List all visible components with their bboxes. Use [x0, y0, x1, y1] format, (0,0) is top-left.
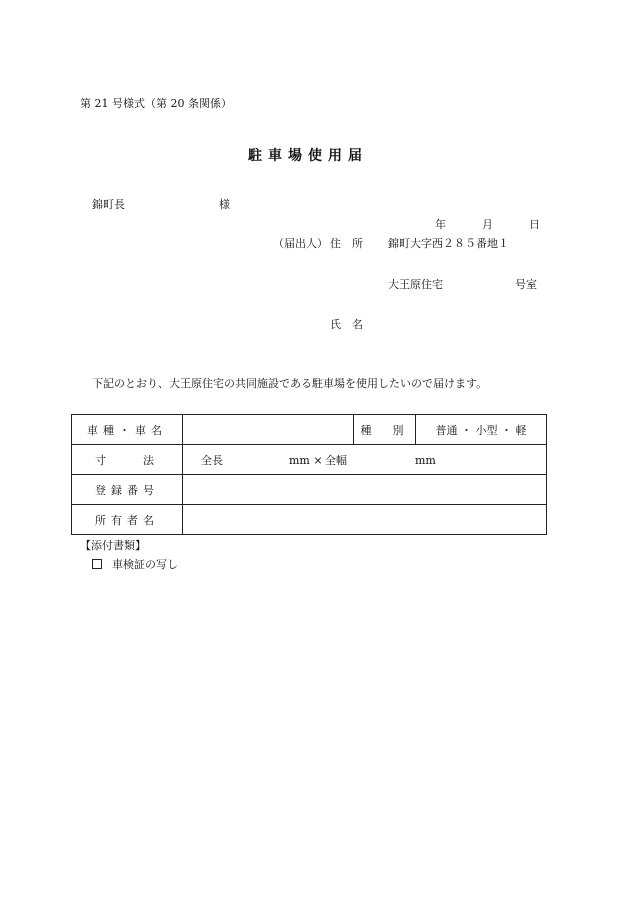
address-value: 錦町大字西２８５番地１ [388, 237, 509, 250]
registration-label: 登録番号 [72, 475, 183, 505]
attachment-item [92, 559, 178, 570]
address-label: 住 所 [330, 237, 363, 250]
length-unit: mm [289, 453, 310, 467]
name-label: 氏 名 [330, 318, 363, 331]
table-row [72, 415, 547, 445]
applicant-label: （届出人） [273, 237, 328, 250]
page-title: 駐車場使用届 [248, 148, 368, 164]
checkbox[interactable] [92, 559, 102, 569]
table-row [72, 475, 547, 505]
width-unit: mm [415, 453, 436, 467]
width-label: 全幅 [325, 453, 347, 467]
size-input[interactable] [183, 445, 547, 475]
attachment-label: 車検証の写し [112, 558, 178, 571]
attachments-heading: 【添付書類】 [80, 539, 146, 552]
type-label: 種 別 [354, 415, 416, 445]
owner-input[interactable] [183, 505, 547, 535]
form-number: 第 21 号様式（第 20 条関係） [80, 97, 232, 110]
table-row [72, 505, 547, 535]
length-label: 全長 [201, 453, 223, 467]
date-day: 日 [529, 218, 540, 231]
size-label: 寸 法 [72, 445, 183, 475]
table-row [72, 445, 547, 475]
statement: 下記のとおり、大王原住宅の共同施設である駐車場を使用したいので届けます。 [92, 377, 488, 390]
room-suffix: 号室 [515, 278, 537, 291]
owner-label: 所有者名 [72, 505, 183, 535]
addressee: 錦町長 [92, 198, 125, 211]
times-sign: × [313, 453, 323, 467]
date-year: 年 [435, 218, 446, 231]
building-name: 大王原住宅 [388, 278, 443, 291]
date-month: 月 [482, 218, 493, 231]
registration-input[interactable] [183, 475, 547, 505]
addressee-suffix: 様 [219, 198, 230, 211]
parking-form-table [71, 414, 547, 535]
vehicle-input[interactable] [183, 415, 354, 445]
type-options[interactable]: 普通 ・ 小型 ・ 軽 [416, 415, 547, 445]
vehicle-label: 車種・車名 [72, 415, 183, 445]
